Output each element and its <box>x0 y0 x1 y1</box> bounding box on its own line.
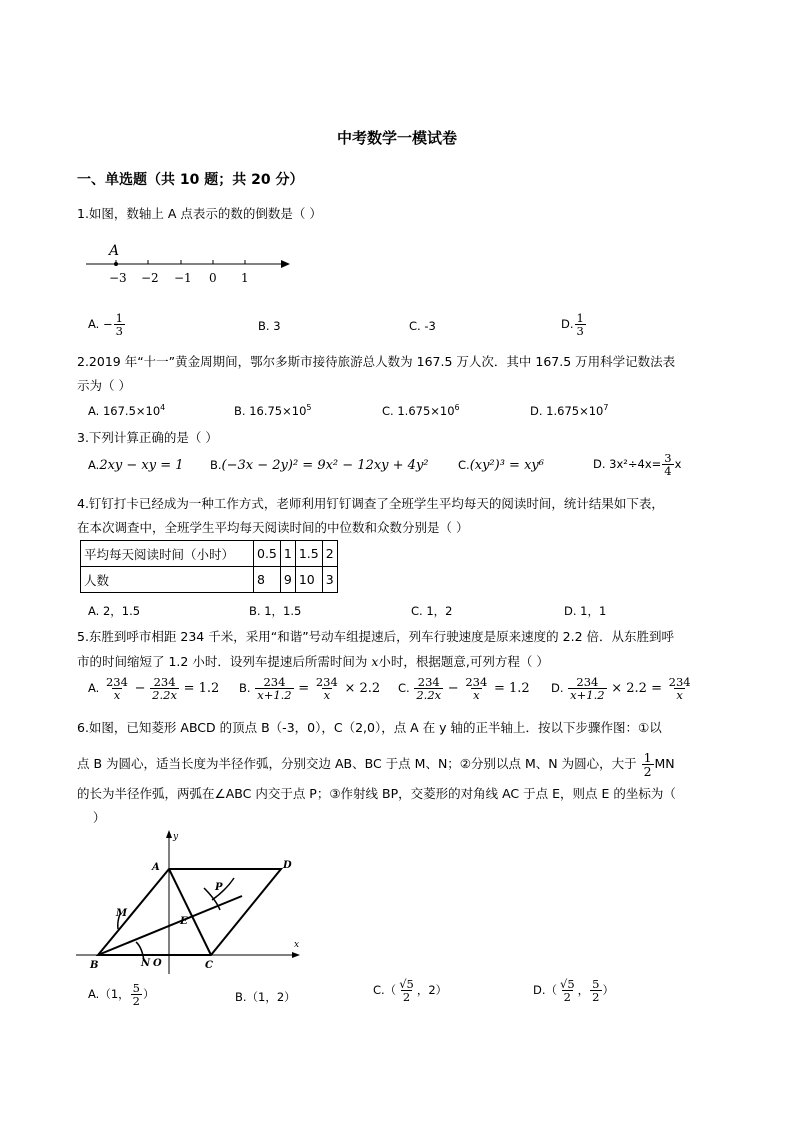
table-cell: 1.5 <box>295 541 322 567</box>
table-row <box>81 567 338 593</box>
q3-option-a[interactable]: A.2xy − xy = 1 <box>88 458 184 473</box>
q6-option-b[interactable]: B.（1，2） <box>235 990 296 1004</box>
q1-stem: 1.如图，数轴上 A 点表示的数的倒数是（ ） <box>77 206 322 221</box>
table-cell: 1 <box>280 541 295 567</box>
q3-stem: 3.下列计算正确的是（ ） <box>77 430 218 445</box>
q4-option-a[interactable]: A. 2，1.5 <box>88 604 141 618</box>
table-cell: 8 <box>254 567 281 593</box>
variable-x: x <box>371 654 379 669</box>
q6-stem-line2: 点 B 为圆心，适当长度为半径作弧，分别交边 AB、BC 于点 M、N；②分别以点 M、N 为圆心，大于 $\frac{1}{2}$ MN <box>77 750 675 780</box>
table-cell: 9 <box>280 567 295 593</box>
table-cell: 0.5 <box>254 541 281 567</box>
table-row <box>81 541 338 567</box>
q6-option-d[interactable]: D.（ $\frac{√5}{2}$ ， $\frac{5}{2}$ ） <box>533 977 614 1005</box>
q1-option-c[interactable]: C. -3 <box>409 319 436 333</box>
q5-option-d[interactable]: D. $\frac{234}{x+1.2}$ × 2.2 = $\frac{234}{x}$ <box>551 675 691 703</box>
label-c: C <box>205 960 213 971</box>
q3-option-d[interactable]: D. 3x²÷4x= $\frac{3}{4}$ x <box>593 451 682 479</box>
q6-stem-line3: 的长为半径作弧，两弧在∠ABC 内交于点 P；③作射线 BP，交菱形的对角线 AC 于点 E，则点 E 的坐标为（ <box>77 786 676 801</box>
q6-rhombus-figure <box>74 828 314 978</box>
label-n: N <box>141 958 151 969</box>
label-d: D <box>283 860 292 871</box>
q5-option-a[interactable]: A. $\frac{234}{x}$ − $\frac{234}{2.2x}$ = 1.2 <box>88 675 220 703</box>
q1-option-d[interactable]: D. $\frac{1}{3}$ <box>561 311 584 339</box>
tick-label-neg2: −2 <box>141 271 159 285</box>
q4-stem-line2: 在本次调查中，全班学生平均每天阅读时间的中位数和众数分别是（ ） <box>77 520 469 535</box>
q2-option-a[interactable]: A. $167.5\times 10^4$ <box>88 403 166 418</box>
point-a <box>114 262 118 266</box>
table-cell: 10 <box>295 567 322 593</box>
tick-label-neg1: −1 <box>174 271 192 285</box>
point-a-label: A <box>109 243 120 259</box>
tick-label-neg3: −3 <box>109 271 127 285</box>
page-title: 中考数学一模试卷 <box>336 129 457 147</box>
q4-option-d[interactable]: D. 1，1 <box>564 604 607 618</box>
q5-stem-line1: 5.东胜到呼市相距 234 千米，采用“和谐”号动车组提速后，列车行驶速度是原来速度的 2.2 倍．从东胜到呼 <box>77 629 675 644</box>
q6-option-c[interactable]: C.（ $\frac{√5}{2}$ ，2） <box>373 977 448 1005</box>
q4-stem-line1: 4.钉钉打卡已经成为一种工作方式，老师利用钉钉调查了全班学生平均每天的阅读时间，统计结果如下表， <box>77 496 664 511</box>
table-cell: 2 <box>322 541 337 567</box>
x-axis-arrow <box>292 952 300 958</box>
label-y: y <box>173 832 179 842</box>
label-x: x <box>294 940 300 950</box>
number-line-arrow <box>281 260 290 268</box>
table-header-hours: 平均每天阅读时间（小时） <box>81 541 254 567</box>
q5-stem-line2: 市的时间缩短了 1.2 小时．设列车提速后所需时间为 x小时，根据题意,可列方程（ ） <box>77 654 549 669</box>
q5-option-c[interactable]: C. $\frac{234}{2.2x}$ − $\frac{234}{x}$ = 1.2 <box>398 675 530 703</box>
q2-option-c[interactable]: C. $1.675\times 10^6$ <box>382 403 460 418</box>
tick-label-0: 0 <box>209 271 217 285</box>
ray-bp <box>98 896 242 955</box>
q4-option-c[interactable]: C. 1，2 <box>411 604 453 618</box>
q1-option-a[interactable]: A. − $\frac{1}{3}$ <box>88 311 123 339</box>
y-axis-arrow <box>166 830 172 838</box>
q2-option-b[interactable]: B. $16.75\times 10^5$ <box>234 403 312 418</box>
section-heading: 一、单选题（共 10 题；共 20 分） <box>77 172 304 188</box>
table-header-count: 人数 <box>81 567 254 593</box>
label-b: B <box>90 960 99 971</box>
q4-option-b[interactable]: B. 1，1.5 <box>249 604 302 618</box>
label-m: M <box>116 908 128 919</box>
q2-option-d[interactable]: D. $1.675\times 10^7$ <box>530 403 609 418</box>
label-o: O <box>153 958 162 969</box>
tick-label-1: 1 <box>241 271 249 285</box>
q3-option-c[interactable]: C.(xy²)³ = xy⁶ <box>458 458 544 473</box>
q6-stem-line1: 6.如图，已知菱形 ABCD 的顶点 B（-3，0），C（2,0），点 A 在 y 轴的正半轴上．按以下步骤作图：①以 <box>77 720 662 735</box>
table-cell: 3 <box>322 567 337 593</box>
q5-option-b[interactable]: B. $\frac{234}{x+1.2}$ = $\frac{234}{x}$ × 2.2 <box>239 675 381 703</box>
q2-stem-line2: 示为（ ） <box>77 378 131 393</box>
q1-option-b[interactable]: B. 3 <box>258 319 281 333</box>
q1-number-line <box>78 240 298 290</box>
q3-option-b[interactable]: B.(−3x − 2y)² = 9x² − 12xy + 4y² <box>210 458 429 473</box>
label-e: E <box>180 916 188 927</box>
label-p: P <box>215 882 223 893</box>
q4-data-table <box>80 540 338 593</box>
label-a: A <box>152 862 160 873</box>
q6-option-a[interactable]: A.（1， $\frac{5}{2}$ ） <box>88 981 155 1009</box>
q2-stem-line1: 2.2019 年“十一”黄金周期间，鄂尔多斯市接待旅游总人数为 167.5 万人次．其中 167.5 万用科学记数法表 <box>77 354 676 369</box>
q6-stem-line4: ） <box>77 810 106 825</box>
